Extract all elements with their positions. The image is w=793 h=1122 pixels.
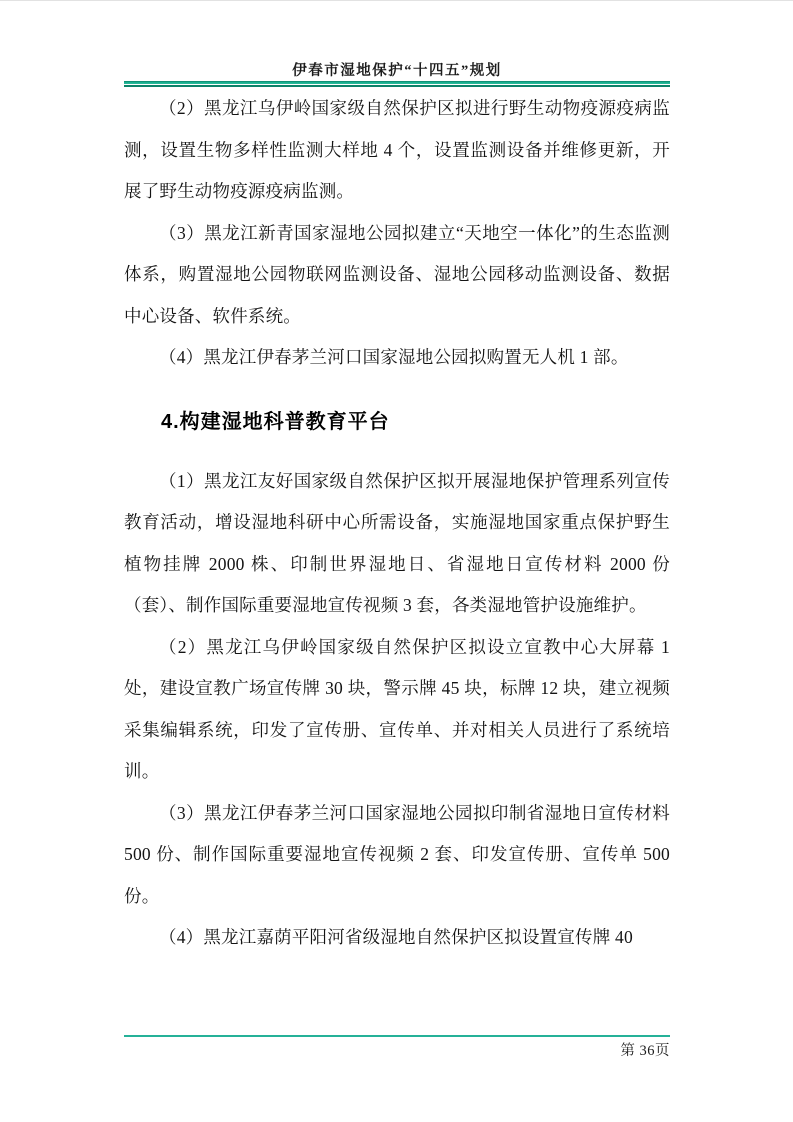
- body-paragraph: （4）黑龙江伊春茅兰河口国家湿地公园拟购置无人机 1 部。: [159, 347, 629, 367]
- document-body: [124, 88, 670, 959]
- header-title: 伊春市湿地保护“十四五”规划: [292, 63, 502, 79]
- body-paragraph: （3）黑龙江新青国家湿地公园拟建立“天地空一体化”的生态监测体系，购置湿地公园物联网监测设备、湿地公园移动监测设备、数据中心设备、软件系统。: [124, 222, 670, 326]
- body-paragraph: （2）黑龙江乌伊岭国家级自然保护区拟设立宣教中心大屏幕 1 处，建设宣教广场宣传牌 30 块，警示牌 45 块，标牌 12 块，建立视频采集编辑系统，印发了宣传册、宣传单、并对相关人员进行了系统培训。: [124, 636, 670, 781]
- header-rule-thin-line: [124, 85, 670, 87]
- header-rule: [124, 81, 670, 87]
- page-number: 第 36页: [620, 1043, 670, 1059]
- page-top-edge: [0, 0, 793, 1]
- body-paragraph: （2）黑龙江乌伊岭国家级自然保护区拟进行野生动物疫源疫病监测，设置生物多样性监测大样地 4 个，设置监测设备并维修更新，开展了野生动物疫源疫病监测。: [124, 98, 670, 201]
- body-paragraph: （3）黑龙江伊春茅兰河口国家湿地公园拟印制省湿地日宣传材料 500 份、制作国际重要湿地宣传视频 2 套、印发宣传册、宣传单 500 份。: [124, 802, 670, 906]
- body-paragraph: （4）黑龙江嘉荫平阳河省级湿地自然保护区拟设置宣传牌 40: [159, 927, 633, 947]
- section-heading: 4.构建湿地科普教育平台: [161, 410, 390, 433]
- footer-rule: [124, 1035, 670, 1037]
- body-paragraph: （1）黑龙江友好国家级自然保护区拟开展湿地保护管理系列宣传教育活动，增设湿地科研中心所需设备，实施湿地国家重点保护野生植物挂牌 2000 株、印制世界湿地日、省湿地日宣传材料 2000 份（套）、制作国际重要湿地宣传视频 3 套，各类湿地管护设施维护。: [124, 470, 670, 615]
